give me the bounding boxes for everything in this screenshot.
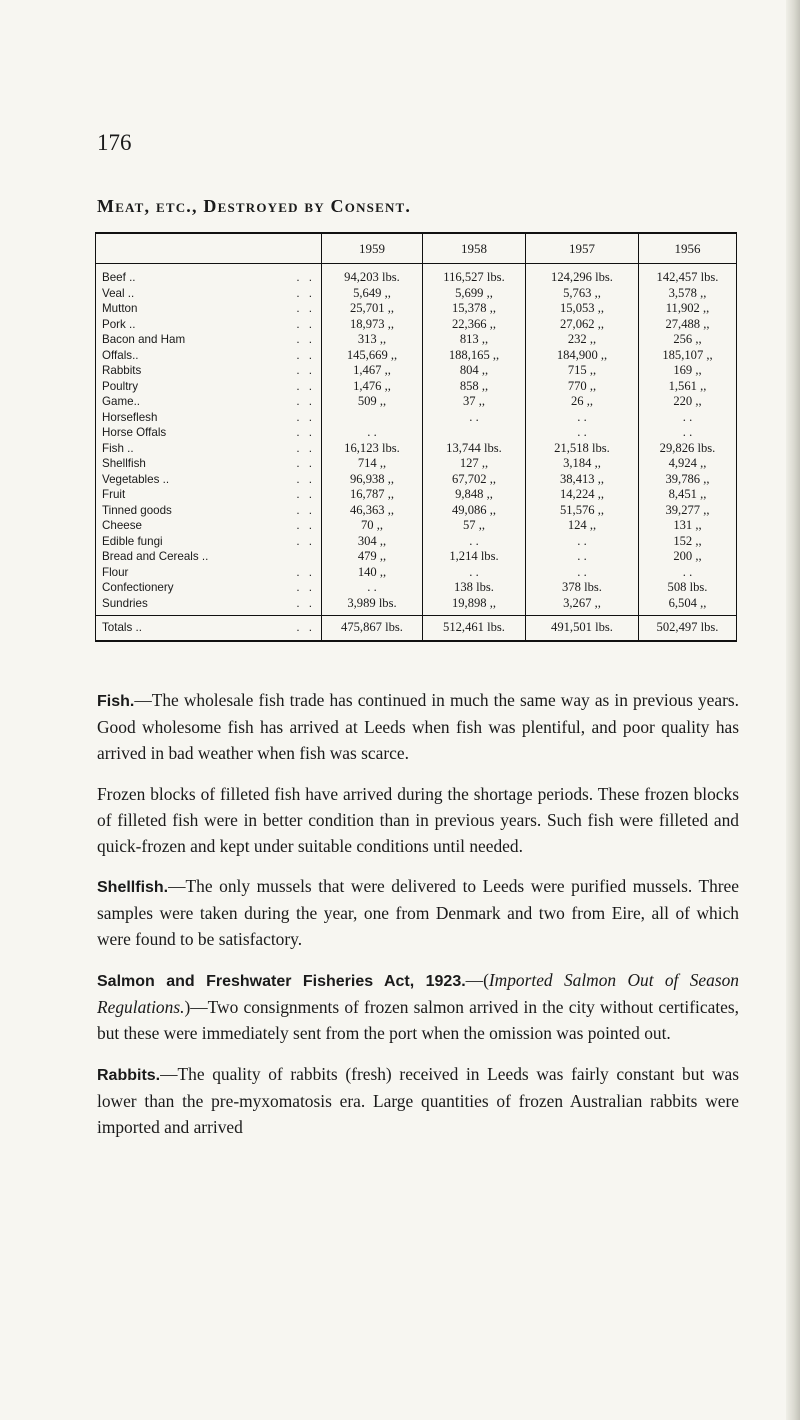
- table-row: [96, 487, 737, 503]
- row-label-text: Horseflesh: [102, 410, 158, 424]
- row-label: [96, 425, 322, 441]
- row-label: [96, 286, 322, 302]
- paragraph-text: —The wholesale fish trade has continued in much the same way as in previous years. Good wholesome fish has arrived at Leeds when fish was plentiful, and poor quality has arrived in bad weather when fish was scarce.: [97, 690, 739, 763]
- value-cell: 22,366 ,,: [423, 317, 526, 333]
- leader-dots: . .: [296, 317, 315, 331]
- value-cell: 378 lbs.: [526, 580, 639, 596]
- destroyed-food-table: [95, 232, 737, 642]
- row-label: [96, 472, 322, 488]
- row-label-text: Flour: [102, 565, 129, 579]
- value-cell: 11,902 ,,: [639, 301, 737, 317]
- value-cell: 3,184 ,,: [526, 456, 639, 472]
- table-row: [96, 286, 737, 302]
- paragraph-text: —The only mussels that were delivered to Leeds were purified mussels. Three samples were taken during the year, one from Denmark and two from Eire, all of which were found to be satisfactory.: [97, 876, 739, 950]
- row-label: [96, 379, 322, 395]
- row-label: [96, 549, 322, 565]
- value-cell: 16,123 lbs.: [322, 441, 423, 457]
- row-label-text: Game..: [102, 395, 141, 408]
- row-label-text: Tinned goods: [102, 503, 172, 517]
- value-cell: 509 ,,: [322, 394, 423, 410]
- header-year: 1959: [322, 233, 423, 264]
- row-label-text: Offals..: [102, 348, 139, 362]
- table-row: [96, 565, 737, 581]
- table-row: [96, 441, 737, 457]
- value-cell: 27,488 ,,: [639, 317, 737, 333]
- row-label: [96, 441, 322, 457]
- row-label: [96, 332, 322, 348]
- value-cell: 1,467 ,,: [322, 363, 423, 379]
- lead-salmon: Salmon and Freshwater Fisheries Act, 1923.: [97, 973, 466, 991]
- leader-dots: . .: [296, 457, 315, 470]
- header-year: 1958: [423, 233, 526, 264]
- leader-dots: . .: [296, 472, 315, 486]
- value-cell: 116,527 lbs.: [423, 264, 526, 286]
- row-label-text: Fish ..: [102, 441, 134, 455]
- row-label-text: Fruit: [102, 488, 126, 501]
- table-row: [96, 264, 737, 286]
- row-label: [96, 456, 322, 472]
- value-cell: 124 ,,: [526, 518, 639, 534]
- value-cell: 131 ,,: [639, 518, 737, 534]
- table-row: [96, 425, 737, 441]
- page-number: 176: [97, 130, 132, 155]
- row-label: [96, 487, 322, 503]
- value-cell: 15,378 ,,: [423, 301, 526, 317]
- page-heading: Meat, etc., Destroyed by Consent.: [97, 196, 412, 216]
- value-cell: 313 ,,: [322, 332, 423, 348]
- value-cell: 152 ,,: [639, 534, 737, 550]
- value-cell: 39,786 ,,: [639, 472, 737, 488]
- value-cell: 508 lbs.: [639, 580, 737, 596]
- value-cell: . .: [639, 410, 737, 426]
- value-cell: . .: [423, 565, 526, 581]
- regulations-title: Imported Salmon Out of Season Regulations.: [97, 970, 739, 1018]
- paragraph-shellfish: [97, 874, 739, 953]
- leader-dots: . .: [296, 488, 315, 501]
- row-label-text: Poultry: [102, 379, 139, 393]
- header-blank: [96, 233, 322, 264]
- value-cell: 38,413 ,,: [526, 472, 639, 488]
- table-row: [96, 503, 737, 519]
- lead-shellfish: Shellfish.: [97, 879, 169, 897]
- value-cell: 51,576 ,,: [526, 503, 639, 519]
- row-label: [96, 348, 322, 364]
- row-label-text: Bacon and Ham: [102, 333, 186, 346]
- value-cell: 220 ,,: [639, 394, 737, 410]
- value-cell: . .: [639, 425, 737, 441]
- table-body: [96, 264, 737, 616]
- leader-dots: . .: [296, 596, 315, 610]
- value-cell: . .: [526, 565, 639, 581]
- value-cell: 140 ,,: [322, 565, 423, 581]
- value-cell: . .: [639, 565, 737, 581]
- row-label-text: Bread and Cereals ..: [102, 550, 209, 563]
- value-cell: 169 ,,: [639, 363, 737, 379]
- paragraph-text: —(: [465, 970, 489, 991]
- row-label: [96, 596, 322, 616]
- value-cell: 67,702 ,,: [423, 472, 526, 488]
- value-cell: 3,267 ,,: [526, 596, 639, 616]
- table-row: [96, 534, 737, 550]
- row-label-text: Sundries: [102, 596, 148, 610]
- row-label-text: Rabbits: [102, 364, 142, 377]
- value-cell: . .: [526, 549, 639, 565]
- value-cell: 5,699 ,,: [423, 286, 526, 302]
- value-cell: 8,451 ,,: [639, 487, 737, 503]
- total-cell: 512,461 lbs.: [423, 616, 526, 642]
- row-label: [96, 565, 322, 581]
- value-cell: 26 ,,: [526, 394, 639, 410]
- value-cell: 4,924 ,,: [639, 456, 737, 472]
- table-row: [96, 348, 737, 364]
- leader-dots: . .: [296, 581, 315, 594]
- value-cell: 9,848 ,,: [423, 487, 526, 503]
- lead-fish: Fish.: [97, 693, 135, 710]
- leader-dots: . .: [296, 441, 315, 455]
- leader-dots: . .: [296, 364, 315, 377]
- value-cell: 13,744 lbs.: [423, 441, 526, 457]
- table-row: [96, 332, 737, 348]
- value-cell: 184,900 ,,: [526, 348, 639, 364]
- paragraph-fish: [97, 688, 739, 767]
- row-label-text: Vegetables ..: [102, 472, 170, 486]
- total-cell: 491,501 lbs.: [526, 616, 639, 642]
- paragraph-frozen-fish: Frozen blocks of filleted fish have arrived during the shortage periods. These frozen blocks of filleted fish were in better condition than in previous years. Such fish were filleted and quick-frozen and kept under suitable conditions until needed.: [97, 783, 739, 856]
- value-cell: 49,086 ,,: [423, 503, 526, 519]
- leader-dots: . .: [296, 519, 315, 532]
- table-row: [96, 410, 737, 426]
- body-text: [97, 688, 739, 1156]
- totals-row: [96, 616, 737, 642]
- table-row: [96, 518, 737, 534]
- row-label: [96, 503, 322, 519]
- value-cell: 1,561 ,,: [639, 379, 737, 395]
- table-row: [96, 549, 737, 565]
- value-cell: 18,973 ,,: [322, 317, 423, 333]
- leader-dots: . .: [296, 395, 315, 408]
- total-cell: 502,497 lbs.: [639, 616, 737, 642]
- value-cell: [322, 410, 423, 426]
- value-cell: 188,165 ,,: [423, 348, 526, 364]
- table-row: [96, 301, 737, 317]
- table-header-row: [96, 233, 737, 264]
- table-row: [96, 456, 737, 472]
- row-label-text: Edible fungi: [102, 534, 163, 548]
- table-row: [96, 596, 737, 616]
- value-cell: 39,277 ,,: [639, 503, 737, 519]
- paragraph-salmon: [97, 968, 739, 1047]
- row-label: [96, 394, 322, 410]
- leader-dots: . .: [296, 534, 315, 548]
- row-label: [96, 301, 322, 317]
- row-label-text: Mutton: [102, 302, 138, 315]
- table-row: [96, 379, 737, 395]
- row-label: [96, 317, 322, 333]
- row-label: [96, 264, 322, 286]
- value-cell: 37 ,,: [423, 394, 526, 410]
- value-cell: 27,062 ,,: [526, 317, 639, 333]
- value-cell: 3,989 lbs.: [322, 596, 423, 616]
- value-cell: 138 lbs.: [423, 580, 526, 596]
- leader-dots: . .: [296, 379, 315, 393]
- row-label: [96, 534, 322, 550]
- value-cell: 479 ,,: [322, 549, 423, 565]
- value-cell: 232 ,,: [526, 332, 639, 348]
- table-row: [96, 363, 737, 379]
- table-row: [96, 394, 737, 410]
- value-cell: 57 ,,: [423, 518, 526, 534]
- row-label: [96, 363, 322, 379]
- header-year: 1957: [526, 233, 639, 264]
- value-cell: 1,476 ,,: [322, 379, 423, 395]
- leader-dots: . .: [296, 271, 315, 284]
- row-label-text: Veal ..: [102, 286, 135, 300]
- row-label-text: Totals ..: [102, 621, 142, 635]
- value-cell: 714 ,,: [322, 456, 423, 472]
- table-row: [96, 472, 737, 488]
- value-cell: 5,763 ,,: [526, 286, 639, 302]
- paragraph-text: —The quality of rabbits (fresh) received in Leeds was fairly constant but was lower than the pre-myxomatosis era. Large quantities of frozen Australian rabbits were imported and arrived: [97, 1063, 739, 1137]
- value-cell: 14,224 ,,: [526, 487, 639, 503]
- value-cell: 124,296 lbs.: [526, 264, 639, 286]
- value-cell: 15,053 ,,: [526, 301, 639, 317]
- leader-dots: . .: [296, 333, 315, 346]
- leader-dots: . .: [296, 286, 315, 300]
- row-label-text: Cheese: [102, 519, 142, 532]
- value-cell: 19,898 ,,: [423, 596, 526, 616]
- paragraph-text: )—Two consignments of frozen salmon arrived in the city without certificates, but these were immediately sent from the port when the omission was pointed out.: [97, 997, 739, 1043]
- row-label-text: Pork ..: [102, 317, 136, 331]
- value-cell: 127 ,,: [423, 456, 526, 472]
- value-cell: . .: [526, 534, 639, 550]
- value-cell: 304 ,,: [322, 534, 423, 550]
- value-cell: . .: [322, 580, 423, 596]
- page-binding-edge: [786, 0, 800, 1420]
- row-label-text: Horse Offals: [102, 426, 167, 439]
- paragraph-rabbits: [97, 1062, 739, 1141]
- row-label: [96, 580, 322, 596]
- leader-dots: . .: [296, 410, 315, 424]
- value-cell: 145,669 ,,: [322, 348, 423, 364]
- row-label-text: Shellfish: [102, 457, 146, 470]
- leader-dots: . .: [296, 348, 315, 362]
- value-cell: 715 ,,: [526, 363, 639, 379]
- value-cell: 1,214 lbs.: [423, 549, 526, 565]
- value-cell: 25,701 ,,: [322, 301, 423, 317]
- value-cell: 256 ,,: [639, 332, 737, 348]
- row-label: [96, 518, 322, 534]
- value-cell: . .: [423, 534, 526, 550]
- value-cell: 16,787 ,,: [322, 487, 423, 503]
- value-cell: 5,649 ,,: [322, 286, 423, 302]
- leader-dots: . .: [296, 302, 315, 315]
- value-cell: . .: [322, 425, 423, 441]
- row-label-text: Confectionery: [102, 581, 174, 594]
- totals-label: [96, 616, 322, 642]
- value-cell: 770 ,,: [526, 379, 639, 395]
- value-cell: 46,363 ,,: [322, 503, 423, 519]
- value-cell: . .: [423, 410, 526, 426]
- lead-rabbits: Rabbits.: [97, 1066, 161, 1084]
- value-cell: 21,518 lbs.: [526, 441, 639, 457]
- leader-dots: . .: [296, 503, 315, 517]
- value-cell: 96,938 ,,: [322, 472, 423, 488]
- value-cell: 29,826 lbs.: [639, 441, 737, 457]
- value-cell: 142,457 lbs.: [639, 264, 737, 286]
- value-cell: . .: [526, 410, 639, 426]
- value-cell: 185,107 ,,: [639, 348, 737, 364]
- row-label: [96, 410, 322, 426]
- total-cell: 475,867 lbs.: [322, 616, 423, 642]
- header-year: 1956: [639, 233, 737, 264]
- leader-dots: . .: [296, 426, 315, 439]
- value-cell: 858 ,,: [423, 379, 526, 395]
- leader-dots: . .: [296, 621, 315, 635]
- row-label-text: Beef ..: [102, 271, 136, 284]
- value-cell: [423, 425, 526, 441]
- value-cell: 813 ,,: [423, 332, 526, 348]
- value-cell: 804 ,,: [423, 363, 526, 379]
- value-cell: 6,504 ,,: [639, 596, 737, 616]
- value-cell: 94,203 lbs.: [322, 264, 423, 286]
- leader-dots: . .: [296, 565, 315, 579]
- value-cell: 3,578 ,,: [639, 286, 737, 302]
- table-row: [96, 317, 737, 333]
- value-cell: . .: [526, 425, 639, 441]
- value-cell: 70 ,,: [322, 518, 423, 534]
- table-row: [96, 580, 737, 596]
- value-cell: 200 ,,: [639, 549, 737, 565]
